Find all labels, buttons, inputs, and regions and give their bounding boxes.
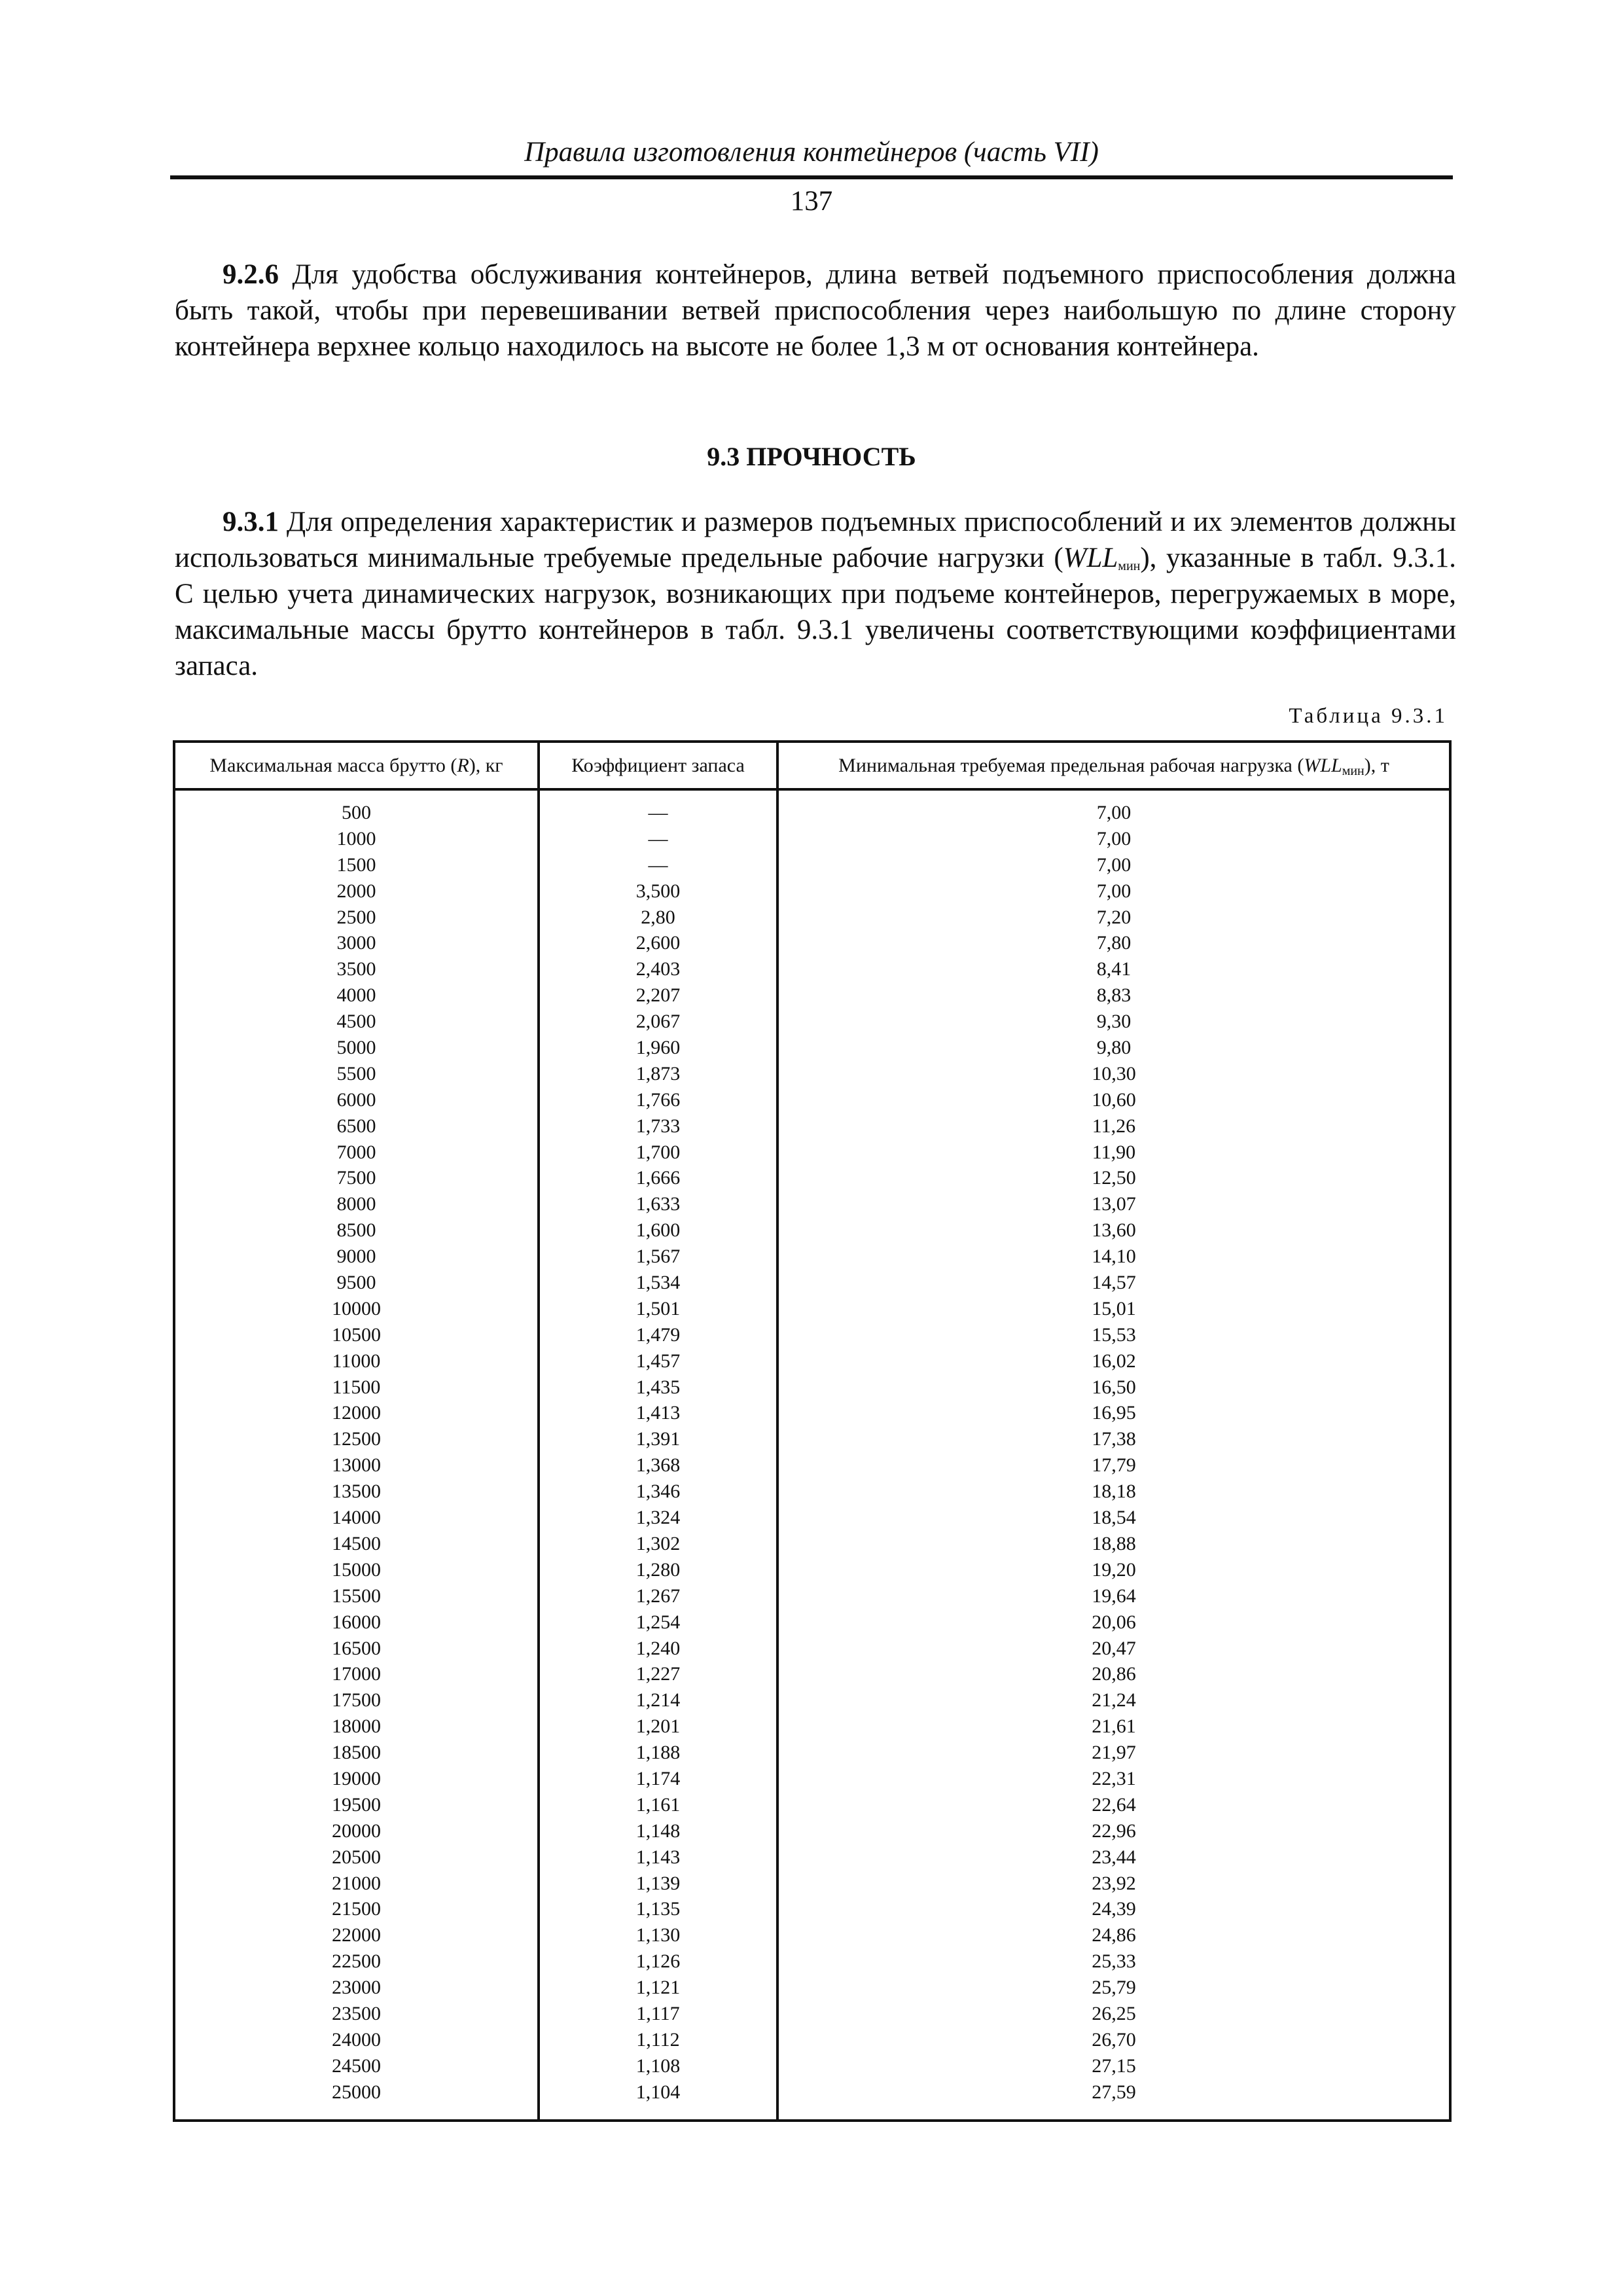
mass-value: 18000 xyxy=(332,1715,381,1738)
coefficient-value: 1,135 xyxy=(635,1898,681,1920)
coefficient-value: — xyxy=(648,802,668,823)
paragraph-number: 9.2.6 xyxy=(223,259,279,290)
mass-value: 10000 xyxy=(332,1297,381,1319)
coefficient-value: — xyxy=(648,827,668,850)
coefficient-value: 1,121 xyxy=(635,1977,681,1999)
coefficient-value: 1,104 xyxy=(635,2081,681,2103)
paragraph-9-2-6 xyxy=(175,257,1456,365)
coefficient-value: 2,403 xyxy=(635,958,681,980)
mass-value: 19000 xyxy=(332,1767,381,1789)
load-value: 25,79 xyxy=(1092,1977,1136,1999)
mass-value: 14500 xyxy=(332,1532,381,1554)
paragraph-text: Для удобства обслуживания контейнеров, длина ветвей подъемного приспособления должна быть такой, чтобы при перевешивании ветвей приспособления через наибольшую по длине сторону контейнера верхнее кольцо находилось на высоте не более 1,3 м от основания контейнера. xyxy=(175,259,1457,362)
load-value: 15,53 xyxy=(1092,1323,1136,1346)
coefficient-value: 1,148 xyxy=(635,1820,681,1842)
coefficient-value: 1,479 xyxy=(635,1323,681,1346)
coefficient-value: 1,267 xyxy=(635,1585,681,1607)
mass-value: 13000 xyxy=(332,1454,381,1477)
mass-value: 14000 xyxy=(332,1507,381,1529)
mass-value: 5000 xyxy=(336,1037,376,1059)
coefficient-value: 1,534 xyxy=(635,1272,681,1294)
coefficient-value: 2,207 xyxy=(635,984,681,1007)
load-value: 7,00 xyxy=(1096,853,1132,876)
coefficient-value: 1,960 xyxy=(635,1037,681,1059)
load-value: 26,25 xyxy=(1092,2002,1136,2024)
load-value: 19,64 xyxy=(1092,1585,1136,1607)
mass-value: 7500 xyxy=(336,1167,376,1189)
mass-value: 16000 xyxy=(332,1611,381,1633)
mass-value: 1500 xyxy=(336,853,376,876)
column-header-coefficient: Коэффициент запаса xyxy=(539,742,777,789)
load-value: 20,47 xyxy=(1092,1637,1136,1659)
mass-value: 17500 xyxy=(332,1689,381,1712)
coefficient-value: — xyxy=(648,853,668,876)
mass-value: 6500 xyxy=(336,1115,376,1137)
mass-value: 15000 xyxy=(332,1558,381,1581)
coefficient-value: 1,766 xyxy=(635,1088,681,1111)
coefficient-value: 1,413 xyxy=(635,1402,681,1424)
load-value: 8,41 xyxy=(1096,958,1132,980)
load-value: 18,54 xyxy=(1092,1507,1136,1529)
coefficient-value: 2,067 xyxy=(635,1011,681,1033)
coefficient-value: 1,324 xyxy=(635,1507,681,1529)
load-value: 21,61 xyxy=(1092,1715,1136,1738)
mass-value: 2500 xyxy=(336,906,376,928)
mass-value: 5500 xyxy=(336,1062,376,1085)
load-value: 23,44 xyxy=(1092,1846,1136,1868)
coefficient-value: 2,80 xyxy=(641,906,675,928)
mass-value: 24000 xyxy=(332,2028,381,2051)
mass-value: 15500 xyxy=(332,1585,381,1607)
load-value: 11,26 xyxy=(1092,1115,1136,1137)
load-value: 26,70 xyxy=(1092,2028,1136,2051)
mass-value: 500 xyxy=(342,802,371,823)
load-value: 15,01 xyxy=(1092,1297,1136,1319)
mass-value: 9000 xyxy=(336,1246,376,1268)
column-load-values xyxy=(777,789,1450,2121)
load-value: 9,30 xyxy=(1096,1011,1132,1033)
mass-value: 12000 xyxy=(332,1402,381,1424)
section-title: 9.3 ПРОЧНОСТЬ xyxy=(707,442,916,471)
mass-value: 4000 xyxy=(336,984,376,1007)
coefficient-value: 1,254 xyxy=(635,1611,681,1633)
coefficient-value: 1,302 xyxy=(635,1532,681,1554)
coefficient-value: 1,188 xyxy=(635,1742,681,1764)
data-table xyxy=(173,740,1452,2122)
running-title: Правила изготовления контейнеров (часть VII) xyxy=(524,137,1099,168)
table-body-row xyxy=(174,789,1450,2121)
load-value: 16,50 xyxy=(1092,1376,1136,1398)
load-value: 20,06 xyxy=(1092,1611,1136,1633)
mass-value: 12500 xyxy=(332,1428,381,1450)
load-value: 7,20 xyxy=(1096,906,1132,928)
coefficient-value: 1,108 xyxy=(635,2054,681,2077)
load-value: 16,02 xyxy=(1092,1350,1136,1372)
mass-value: 11000 xyxy=(332,1350,381,1372)
load-value: 14,10 xyxy=(1092,1246,1136,1268)
coefficient-value: 1,280 xyxy=(635,1558,681,1581)
coefficient-value: 1,126 xyxy=(635,1950,681,1973)
coefficient-value: 1,457 xyxy=(635,1350,681,1372)
load-value: 22,96 xyxy=(1092,1820,1136,1842)
load-value: 7,00 xyxy=(1096,802,1132,823)
mass-value: 6000 xyxy=(336,1088,376,1111)
mass-value: 16500 xyxy=(332,1637,381,1659)
mass-value: 11500 xyxy=(332,1376,381,1398)
mass-value: 22000 xyxy=(332,1924,381,1946)
mass-value: 17000 xyxy=(332,1663,381,1685)
mass-value: 21000 xyxy=(332,1872,381,1894)
header-rule xyxy=(170,175,1453,179)
mass-value: 10500 xyxy=(332,1323,381,1346)
coefficient-value: 1,501 xyxy=(635,1297,681,1319)
load-value: 23,92 xyxy=(1092,1872,1136,1894)
table-caption: Таблица 9.3.1 xyxy=(1289,704,1448,728)
mass-value: 4500 xyxy=(336,1011,376,1033)
coefficient-value: 1,391 xyxy=(635,1428,681,1450)
load-value: 7,00 xyxy=(1096,880,1132,902)
paragraph-9-3-1 xyxy=(175,504,1456,684)
coefficient-value: 1,139 xyxy=(635,1872,681,1894)
load-value: 8,83 xyxy=(1096,984,1132,1007)
mass-value: 8500 xyxy=(336,1219,376,1242)
load-value: 22,64 xyxy=(1092,1793,1136,1816)
mass-value: 1000 xyxy=(336,827,376,850)
load-value: 22,31 xyxy=(1092,1767,1136,1789)
coefficient-value: 1,633 xyxy=(635,1193,681,1215)
paragraph-number: 9.3.1 xyxy=(223,507,279,537)
column-coefficient-values xyxy=(539,789,777,2121)
load-value: 19,20 xyxy=(1092,1558,1136,1581)
paragraph-text-continued: ), указанные в табл. 9.3.1. С целью учета динамических нагрузок, возникающих при подъеме контейнеров, перегружаемых в море, максимальные массы брутто контейнеров в табл. 9.3.1 увеличены соответствующими коэффициентами запаса. xyxy=(175,543,1456,681)
coefficient-value: 1,161 xyxy=(635,1793,681,1816)
load-value: 10,30 xyxy=(1092,1062,1136,1085)
mass-value: 21500 xyxy=(332,1898,381,1920)
load-value: 24,86 xyxy=(1092,1924,1136,1946)
mass-value: 2000 xyxy=(336,880,376,902)
mass-value: 23500 xyxy=(332,2002,381,2024)
mass-value: 20000 xyxy=(332,1820,381,1842)
load-value: 20,86 xyxy=(1092,1663,1136,1685)
load-value: 25,33 xyxy=(1092,1950,1136,1973)
coefficient-value: 1,733 xyxy=(635,1115,681,1137)
load-value: 13,07 xyxy=(1092,1193,1136,1215)
load-value: 27,15 xyxy=(1092,2054,1136,2077)
mass-value: 22500 xyxy=(332,1950,381,1973)
mass-value: 13500 xyxy=(332,1480,381,1503)
mass-value: 9500 xyxy=(336,1272,376,1294)
coefficient-value: 1,117 xyxy=(636,2002,680,2024)
column-header-mass: Максимальная масса брутто (R), кг xyxy=(174,742,539,789)
coefficient-value: 1,435 xyxy=(635,1376,681,1398)
coefficient-value: 1,130 xyxy=(635,1924,681,1946)
page-number: 137 xyxy=(790,186,833,217)
load-value: 16,95 xyxy=(1092,1402,1136,1424)
load-value: 17,79 xyxy=(1092,1454,1136,1477)
coefficient-value: 1,227 xyxy=(635,1663,681,1685)
load-value: 24,39 xyxy=(1092,1898,1136,1920)
coefficient-value: 1,873 xyxy=(635,1062,681,1085)
coefficient-value: 2,600 xyxy=(635,932,681,954)
coefficient-value: 1,112 xyxy=(636,2028,680,2051)
load-value: 7,00 xyxy=(1096,827,1132,850)
coefficient-value: 1,240 xyxy=(635,1637,681,1659)
coefficient-value: 1,700 xyxy=(635,1141,681,1163)
load-value: 21,24 xyxy=(1092,1689,1136,1712)
mass-value: 3500 xyxy=(336,958,376,980)
table-header-row xyxy=(174,742,1450,789)
coefficient-value: 1,666 xyxy=(635,1167,681,1189)
column-mass-values xyxy=(174,789,539,2121)
coefficient-value: 1,346 xyxy=(635,1480,681,1503)
wll-symbol: WLL xyxy=(1063,543,1118,573)
coefficient-value: 1,600 xyxy=(635,1219,681,1242)
mass-value: 24500 xyxy=(332,2054,381,2077)
coefficient-value: 1,201 xyxy=(635,1715,681,1738)
column-header-load: Минимальная требуемая предельная рабочая нагрузка $(WLL_{мин})$, т xyxy=(777,742,1450,789)
coefficient-value: 1,174 xyxy=(635,1767,681,1789)
load-value: 14,57 xyxy=(1092,1272,1136,1294)
load-value: 9,80 xyxy=(1096,1037,1132,1059)
coefficient-value: 3,500 xyxy=(635,880,681,902)
load-value: 7,80 xyxy=(1096,932,1132,954)
mass-value: 25000 xyxy=(332,2081,381,2103)
load-value: 10,60 xyxy=(1092,1088,1136,1111)
mass-value: 20500 xyxy=(332,1846,381,1868)
mass-value: 19500 xyxy=(332,1793,381,1816)
load-value: 18,18 xyxy=(1092,1480,1136,1503)
mass-value: 3000 xyxy=(336,932,376,954)
paragraph-text: Для определения характеристик и размеров подъемных приспособлений и их элементов должны использоваться минимальные требуемые предельные рабочие нагрузки ( xyxy=(175,507,1456,573)
load-value: 13,60 xyxy=(1092,1219,1136,1242)
mass-value: 23000 xyxy=(332,1977,381,1999)
coefficient-value: 1,567 xyxy=(635,1246,681,1268)
wll-subscript: мин xyxy=(1118,559,1141,573)
mass-value: 18500 xyxy=(332,1742,381,1764)
mass-value: 8000 xyxy=(336,1193,376,1215)
load-value: 18,88 xyxy=(1092,1532,1136,1554)
coefficient-value: 1,143 xyxy=(635,1846,681,1868)
mass-value: 7000 xyxy=(336,1141,376,1163)
load-value: 21,97 xyxy=(1092,1742,1136,1764)
coefficient-value: 1,214 xyxy=(635,1689,681,1712)
coefficient-value: 1,368 xyxy=(635,1454,681,1477)
load-value: 17,38 xyxy=(1092,1428,1136,1450)
load-value: 27,59 xyxy=(1092,2081,1136,2103)
load-value: 11,90 xyxy=(1092,1141,1136,1163)
load-value: 12,50 xyxy=(1092,1167,1136,1189)
